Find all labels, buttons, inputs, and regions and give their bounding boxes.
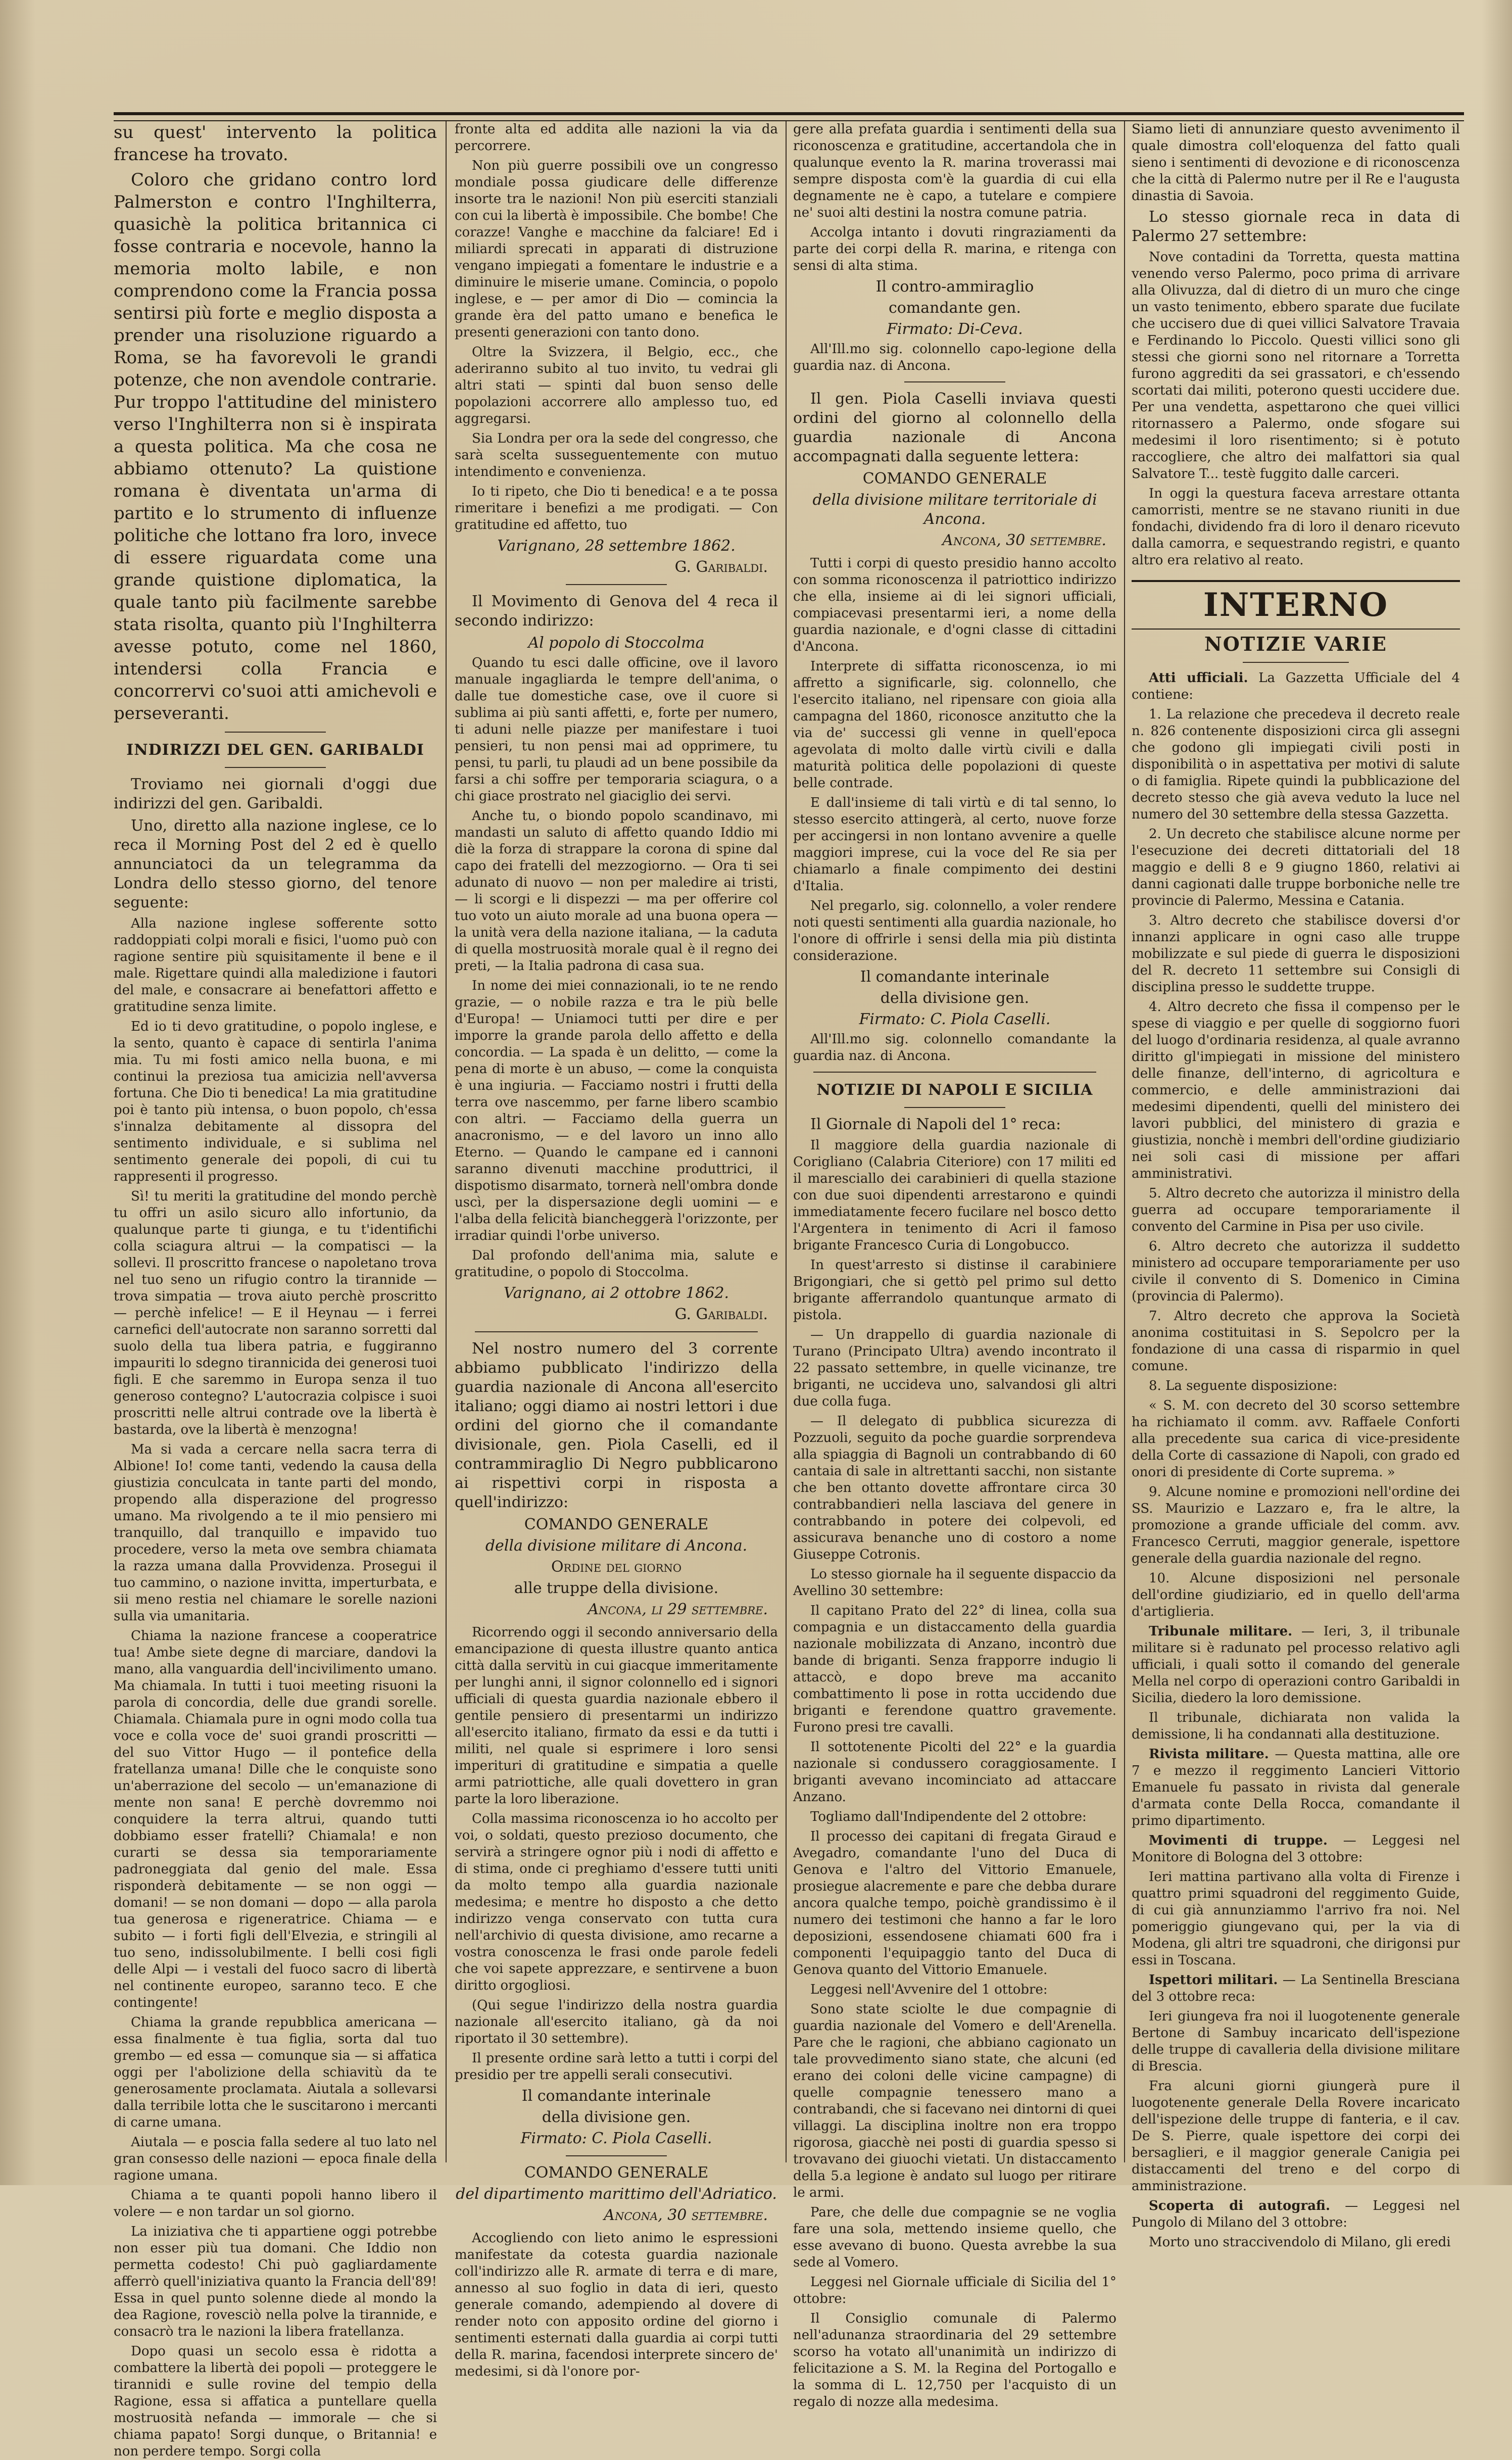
paragraph: Il maggiore della guardia nazionale di Corigliano (Calabria Citeriore) con 17 militi ed il maresciallo dei carabinieri di quella stazione con due suoi dipendenti arrestarono e quindi immediatamente fecero fucilare nel bosco detto l'Argentera in tenimento di Acri il famoso brigante Francesco Curia di Longobucco. — [793, 1138, 1116, 1253]
paragraph: La iniziativa che ti appartiene oggi potrebbe non esser più tua domani. Che Iddio non permetta codesto! Chi può gagliardamente afferrò quell'iniziativa quanto la Francia dell'89! Essa in quel punto solenne diede al mondo la dea Ragione, rovesciò nella polve la tirannide, e consacrò tra le nazioni la libera fratellanza. — [114, 2224, 437, 2339]
item-lead: Ispettori militari. — [1149, 1972, 1278, 1988]
page-edge-shadow-left — [0, 0, 35, 2185]
paragraph: Il Giornale di Napoli del 1° reca: — [810, 1116, 1061, 1133]
column-1 — [114, 121, 437, 2459]
paragraph: Non più guerre possibili ove un congresso mondiale possa giudicare delle differenze insorte tra le nazioni! Non più eserciti stanziali con cui la libertà è impossibile. Che bombe! Che corazze! Vanghe e macchine da falciare! Ed i miliardi sprecati in apparati di distruzione vengano impiegati a fomentare le industrie e a diminuire le miserie umane. Comincia, o popolo inglese, e — per amor di Dio — comincia la grande èra del patto umano e benefica le presenti generazioni con tanto dono. — [455, 158, 778, 340]
item-lead: Rivista militare. — [1149, 1747, 1269, 1762]
signature-line: Firmato: Di-Ceva. — [887, 320, 1023, 338]
paragraph: Coloro che gridano contro lord Palmerston e contro l'Inghilterra, quasichè la politica britannica ci fosse contraria e nocevole, hanno la memoria molto labile, e non comprendono come la Francia possa sentirsi più forte e meglio disposta a prender una risoluzione riguardo a Roma, se ha favorevoli le grandi potenze, che non avendole contrarie. Pur troppo l'attitudine del ministero verso l'Inghilterra non si è inspirata a questa politica. Ma che cosa ne abbiamo ottenuto? La quistione romana è diventata un'arma di partito e lo strumento di influenze politiche che lottano fra loro, invece di essere riguardata come una grande quistione diplomatica, la quale tanto più facilmente sarebbe stata risolta, quanto più l'Inghilterra avesse potuto, come nel 1860, intendersi colla Francia e concorrervi co'suoi atti amichevoli e perseveranti. — [114, 170, 437, 723]
paragraph: Quando tu esci dalle officine, ove il lavoro manuale ingagliarda le tempre dell'anima, o dalle tue domestiche case, ove il cuore si sublima ai più santi affetti, e, forte per numero, ti aduni nelle piazze per manifestare i tuoi pensieri, tu non pensi mai ad opprimere, tu pensi, tu parli, tu plaudi ad un bene possibile da farsi a chi soffre per temporaria sciagura, o a chi giace prostrato nel giaciglio dei servi. — [455, 655, 778, 804]
item-text: La Gazzetta Ufficiale del 4 contiene: — [1132, 670, 1460, 702]
signature-line: Il comandante interinale — [860, 968, 1050, 986]
paragraph: Togliamo dall'Indipendente del 2 ottobre: — [810, 1809, 1087, 1824]
paragraph: 5. Altro decreto che autorizza il ministro della guerra ad occupare temporariamente il convento del Carmine in Pisa per uso civile. — [1132, 1186, 1460, 1234]
paragraph: Accolga intanto i dovuti ringraziamenti da parte dei corpi della R. marina, e ritenga con sensi di alta stima. — [793, 225, 1116, 273]
section-heading: INDIRIZZI DEL GEN. GARIBALDI — [126, 741, 424, 759]
paragraph: Il gen. Piola Caselli inviava questi ordini del giorno al colonnello della guardia nazionale di Ancona accompagnati dalla seguente lettera: — [793, 390, 1116, 465]
signature: G. Garibaldi. — [674, 1306, 768, 1323]
paragraph: Ma si vada a cercare nella sacra terra di Albione! Io! come tanti, vedendo la causa della giustizia conculcata in tante parti del mondo, propendo alla disperazione del progresso umano. Ma rivolgendo a te il mio pensiero mi tranquillo, dal tranquillo e impavido tuo procedere, verso la meta ove sembra chiamata la razza umana dalla Provvidenza. Prosegui il tuo cammino, o nazione invitta, imperturbata, e sii meno restia nel chiamare le sorelle nazioni sulla via umanitaria. — [114, 1442, 437, 1624]
column-divider — [786, 121, 787, 2162]
separator — [225, 767, 326, 768]
paragraph: Ed io ti devo gratitudine, o popolo inglese, e la sento, quanto è capace di sentirla l'anima mia. Tu mi fosti amico nella buona, e mi continui la preziosa tua amicizia nell'avversa fortuna. Che Dio ti benedica! La mia gratitudine poi è tanto più intensa, o buon popolo, ch'essa s'innalza debitamente al dissopra del sentimento individuale, e si sublima nel sentimento generale dei popoli, di cui tu rappresenti il progresso. — [114, 1019, 437, 1184]
paragraph: Leggesi nell'Avvenire del 1 ottobre: — [810, 1982, 1048, 1997]
signature: G. Garibaldi. — [674, 558, 768, 576]
paragraph: Colla massima riconoscenza io ho accolto per voi, o soldati, questo prezioso documento, che servirà a stringere ognor più i nodi di affetto e di stima, onde ci preghiamo d'essere tutti uniti da molto tempo alla guardia nazionale medesima; e mentre ho disposto a che detto indirizzo venga conservato con tutta cura nell'archivio di questa divisione, amo recarne a vostra conoscenza le frasi onde parole fedeli che voi sapete apprezzare, e sentirvene a buon diritto orgogliosi. — [455, 1811, 778, 1993]
separator — [1243, 662, 1349, 663]
paragraph: Accogliendo con lieto animo le espressioni manifestate da cotesta guardia nazionale coll'indirizzo alle R. armate di terra e di mare, annesso al suo foglio in data di ieri, questo generale comando, adempiendo al dovere di render noto con apposito ordine del giorno i sentimenti esternati dalla guardia ai corpi tutti della R. marina, facendosi interprete sincero de' medesimi, si dà l'onore por- — [455, 2231, 778, 2379]
paragraph: 4. Altro decreto che fissa il compenso per le spese di viaggio e per quelle di soggiorno fuori del luogo d'ordinaria residenza, al quale avranno diritto gl'impiegati in missione del ministero delle finanze, dell'interno, di agricoltura e commercio, e delle amministrazioni dai medesimi dipendenti, quelli del ministero dei lavori pubblici, del ministero di grazia e giustizia, nonchè i membri dell'ordine giudiziario nei soli casi di missione per affari amministrativi. — [1132, 999, 1460, 1181]
signature-line: Firmato: C. Piola Caselli. — [520, 2130, 712, 2147]
column-3 — [793, 121, 1116, 2409]
paragraph: gere alla prefata guardia i sentimenti della sua riconoscenza e gratitudine, accertandola che in qualunque evento la R. marina troverassi mai sempre disposta com'è la guardia di cui ella degnamente ne è capo, a tutelare e compiere ne' suoi alti destini la nostra comune patria. — [793, 122, 1116, 220]
paragraph: Siamo lieti di annunziare questo avvenimento il quale dimostra coll'eloquenza del fatto quali sieno i sentimenti di devozione e di riconoscenza che la città di Palermo nutre per il Re e l'augusta dinastia di Savoia. — [1132, 122, 1460, 204]
separator — [904, 381, 1005, 382]
paragraph: — Il delegato di pubblica sicurezza di Pozzuoli, seguito da poche guardie sorprendeva alla spiaggia di Bagnoli un contrabbando di 60 cantaia di sale in altrettanti sacchi, non sistante che ben ottanto dovette affrontare circa 30 contrabbandieri nella lasciava del genere in contrabbando in potere dei colpevoli, ed assicurava benanche uno di costoro a nome Giuseppe Cotronis. — [793, 1414, 1116, 1562]
paragraph: Lo stesso giornale reca in data di Palermo 27 settembre: — [1132, 208, 1460, 245]
command-subheading: della divisione militare territoriale di Ancona. — [812, 491, 1097, 528]
paragraph: — Un drappello di guardia nazionale di Turano (Principato Ultra) avendo incontrato il 22 passato settembre, in quelle vicinanze, tre briganti, ne uccideva uno, salvandosi gli altri due colla fuga. — [793, 1327, 1116, 1409]
separator — [813, 1072, 1096, 1073]
order-heading: Ordine del giorno — [551, 1558, 682, 1576]
command-subheading: del dipartimento marittimo dell'Adriatico. — [456, 2185, 777, 2203]
paragraph: 1. La relazione che precedeva il decreto reale n. 826 contenente disposizioni circa gli assegni che godono gli impiegati civili posti in disponibilità o in aspettativa per motivi di salute o di famiglia. Ripete quindi la pubblicazione del decreto stesso che già aveva veduto la luce nel numero del 30 settembre della stessa Gazzetta. — [1132, 707, 1460, 822]
paragraph: 6. Altro decreto che autorizza il suddetto ministero ad occupare temporariamente per uso civile il convento di S. Domenico in Cimina (provincia di Palermo). — [1132, 1239, 1460, 1304]
dateline: Ancona, 30 settembre. — [604, 2206, 768, 2224]
item-text: — La Sentinella Bresciana del 3 ottobre reca: — [1132, 1972, 1460, 2004]
dateline: Ancona, li 29 settembre. — [588, 1601, 768, 1618]
paragraph: Sono state sciolte le due compagnie di guardia nazionale del Vomero e dell'Arenella. Pare che le ragioni, che abbiano cagionato un tale provvedimento siano state, che alcuni (ed erano dei coloni delle vicine campagne) di quelle compagnie tenessero mano a contrabandi, che si facevano nei dintorni di quei villaggi. La disciplina inoltre non era troppo rigorosa, giacchè nei posti di guardia spesso si trovavano dei giuochi vietati. Un distaccamento della 5.a legione è andato sul luogo per ritirare le armi. — [793, 2002, 1116, 2200]
signature-line: comandante gen. — [888, 299, 1021, 317]
page-edge-shadow-right — [1482, 0, 1512, 2185]
paragraph: Leggesi nel Giornale ufficiale di Sicilia del 1° ottobre: — [793, 2275, 1116, 2306]
paragraph: Nove contadini da Torretta, questa mattina venendo verso Palermo, poco prima di arrivare alla Olivuzza, dal di dietro di un muro che cinge un vasto tenimento, ebbero sparate due fucilate che uccisero due di quei villici Salvatore Travaia e Ferdinando lo Piccolo. Questi villici sono gli stessi che giorni sono nel ritornare a Torretta furono aggrediti da sei grassatori, e ch'essendo scortati dai militi, poterono questi uccidere due. Per una vendetta, aspettarono che quei villici ritornassero a Palermo, onde sfogare sui medesimi il loro risentimento; si è potuto raccogliere, che altro dei malfattori sia qual Salvatore T... testè fuggito dalle carceri. — [1132, 250, 1460, 481]
command-heading: COMANDO GENERALE — [524, 2164, 709, 2182]
paragraph: Io ti ripeto, che Dio ti benedica! e a te possa rimeritare i benefizi a me prodigati. — Con gratitudine ed affetto, tuo — [455, 484, 778, 533]
dateline: Varignano, 28 settembre 1862. — [497, 537, 736, 555]
paragraph: Aiutala — e poscia falla sedere al tuo lato nel gran consesso delle nazioni — epoca finale della ragione umana. — [114, 2135, 437, 2183]
paragraph: Il presente ordine sarà letto a tutti i corpi del presidio per tre appelli serali consecutivi. — [455, 2051, 778, 2083]
paragraph: Nel pregarlo, sig. colonnello, a voler rendere noti questi sentimenti alla guardia nazionale, ho l'onore di offrirle i sensi della mia più distinta considerazione. — [793, 898, 1116, 963]
paragraph: su quest' intervento la politica francese ha trovato. — [114, 122, 437, 165]
signature-line: Il contro-ammiraglio — [875, 278, 1034, 296]
paragraph: Interprete di siffatta riconoscenza, io mi affretto a significarle, sig. colonnello, che l'esercito italiano, nel ripensare con gioia alla campagna del 1860, riconosce anzitutto che la via de' successi gli venne in quell'epoca agevolata di molto dalle virtù civili e dalla maturità politica delle popolazioni di queste belle contrade. — [793, 659, 1116, 791]
signature-line: Il comandante interinale — [521, 2087, 711, 2105]
order-subheading: alle truppe della divisione. — [514, 1579, 719, 1597]
dateline: Ancona, 30 settembre. — [942, 532, 1106, 549]
paragraph: Chiama la nazione francese a cooperatrice tua! Ambe siete degne di marciare, dandovi la mano, alla vanguardia dell'incivilimento umano. Ma chiamala. In tutti i tuoi meeting risuoni la parola di concordia, delle due grandi sorelle. Chiamala. Chiamala pure in ogni modo colla tua voce e colla voce de' suoi grandi proscritti — del suo Vittor Hugo — il pontefice della fratellanza umana! Dille che le conquiste sono un'aberrazione del secolo — un'emanazione di mente non sana! E perchè dovremmo noi conquidere la terra altrui, quando tutti dobbiamo esser fratelli? Chiamala! e non curarti se dessa sia temporariamente padroneggiata dal genio del male. Essa risponderà debitamente — se non oggi — domani! — se non domani — dopo — alla parola tua generosa e rigeneratrice. Chiama — e subito — i forti figli dell'Elvezia, e stringili al tuo seno, indissolubilmente. I belli cosi figli delle Alpi — i vestali del fuoco sacro di libertà nel continente europeo, saranno teco. E che contingente! — [114, 1628, 437, 2010]
separator — [566, 584, 667, 585]
section-masthead: INTERNO — [1132, 580, 1460, 630]
section-heading: NOTIZIE DI NAPOLI E SICILIA — [816, 1081, 1093, 1099]
paragraph — [1132, 1623, 1460, 1707]
paragraph: Sì! tu meriti la gratitudine del mondo perchè tu offri un asilo sicuro allo infortunio, da qualunque parte ti giunga, e tu t'identifichi colla sciagura altrui — la compatisci — la sollevi. Il proscritto francese o napoletano trova nel tuo seno un rifugio contro la tirannide — trova simpatia — trova aiuto perchè proscritto — perchè infelice! — E il Heynau — i ferrei carnefici dell'autocrate non saranno sorretti dal suolo della tua libera patria, e fuggiranno impauriti lo sdegno tirannicida dei generosi tuoi figli. E che saremmo in Europa senza il tuo generoso contegno? L'autocrazia colpisce i suoi proscritti nelle altrui contrade ove la libertà è bastarda, ove la libertà è menzogna! — [114, 1189, 437, 1437]
paragraph: Alla nazione inglese sofferente sotto raddoppiati colpi morali e fisici, l'uomo può con ragione sentire più squisitamente il bene e il male. Rigettare quindi alla maledizione i fautori del male, e consacrare ai benefattori affetto e gratitudine senza limite. — [114, 916, 437, 1015]
top-rule — [114, 112, 1464, 121]
paragraph: Dopo quasi un secolo essa è ridotta a combattere la libertà dei popoli — proteggere le tirannidi e sulle rovine del tempio della Ragione, essa si affatica a puntellare quella mostruosità nefanda — immorale — che si chiama papato! Sorgi dunque, o Britannia! e non perdere tempo. Sorgi colla — [114, 2344, 437, 2459]
paragraph: Tutti i corpi di questo presidio hanno accolto con somma riconoscenza il patriottico indirizzo che ella, insieme ai di lei signori ufficiali, compiacevasi presentarmi ieri, a nome della guardia nazionale, e d'ogni classe di cittadini d'Ancona. — [793, 556, 1116, 654]
addressee: All'Ill.mo sig. colonnello capo-legione della guardia naz. di Ancona. — [793, 342, 1116, 373]
paragraph — [1132, 2198, 1460, 2231]
paragraph: 9. Alcune nomine e promozioni nell'ordine dei SS. Maurizio e Lazzaro e, fra le altre, la promozione a grande ufficiale del comm. avv. Francesco Cerruti, maggior generale, ispettore generale della guardia nazionale del regno. — [1132, 1484, 1460, 1566]
separator — [225, 732, 326, 733]
paragraph: 3. Altro decreto che stabilisce doversi d'or innanzi applicare in ogni caso alle truppe mobilizzate e sul piede di guerra le disposizioni del R. decreto 11 settembre sui Consigli di disciplina presso le suddette truppe. — [1132, 913, 1460, 995]
paragraph: Il tribunale, dichiarata non valida la demissione, li ha condannati alla destituzione. — [1132, 1710, 1460, 1742]
paragraph: Oltre la Svizzera, il Belgio, ecc., che aderiranno subito al tuo invito, tu vedrai gli altri stati — spinti dal buon senso delle popolazioni accorrere allo amplesso tuo, ed aggregarsi. — [455, 345, 778, 426]
paragraph: In nome dei miei connazionali, io te ne rendo grazie, — o nobile razza e tra le più belle d'Europa! — Uniamoci tutti per dire e per imporre la grande parola dello affetto e della concordia. — La spada è un delitto, — come la pena di morte è un abuso, — come la conquista è una ingiuria. — Facciamo nostri i frutti della terra ove nascemmo, per farne libero scambio con altri. — Facciamo della guerra un anacronismo, — e del lavoro un inno allo Eterno. — Quando le campane ed i cannoni saranno divenuti macchine produttrici, il dispotismo disarmato, tornerà nell'ombra donde uscì, per la dispersazione degli uomini — e l'alba della felicità biancheggerà l'orizzonte, per irradiar quindi l'orbe universo. — [455, 978, 778, 1243]
item-lead: Tribunale militare. — [1149, 1624, 1293, 1639]
paragraph: « S. M. con decreto del 30 scorso settembre ha richiamato il comm. avv. Raffaele Conforti alla precedente sua carica di vice-presidente della Corte di cassazione di Napoli, con grado ed onori di presidente di Corte suprema. » — [1132, 1398, 1460, 1480]
paragraph: Ieri giungeva fra noi il luogotenente generale Bertone di Sambuy incaricato dell'ispezione delle truppe di cavalleria della divisione militare di Brescia. — [1132, 2009, 1460, 2074]
signature-line: della divisione gen. — [542, 2108, 691, 2126]
section-subheading: NOTIZIE VARIE — [1204, 633, 1387, 655]
paragraph: Il Consiglio comunale di Palermo nell'adunanza straordinaria del 29 settembre scorso ha votato all'unanimità un indirizzo di felicitazione a S. M. la Regina del Portogallo e la somma di L. 12,750 per l'acquisto di un regalo di nozze alla medesima. — [793, 2311, 1116, 2409]
column-2 — [455, 121, 778, 2379]
column-divider — [1124, 121, 1125, 2162]
paragraph: 2. Un decreto che stabilisce alcune norme per l'esecuzione dei decreti dittatoriali del 18 maggio e delli 8 e 9 giugno 1860, relativi ai danni cagionati dalle truppe borboniche nelle tre provincie di Palermo, Messina e Catania. — [1132, 827, 1460, 908]
paragraph: E dall'insieme di tali virtù e di tal senno, lo stesso esercito attingerà, al certo, nuove forze per accingersi in non lontano avvenire a quelle maggiori imprese, cui la voce del Re sia per chiamarlo a finale compimento dei destini d'Italia. — [793, 795, 1116, 894]
separator — [904, 1107, 1005, 1108]
paragraph: Dal profondo dell'anima mia, salute e gratitudine, o popolo di Stoccolma. — [455, 1248, 778, 1280]
column-4 — [1132, 121, 1460, 2250]
paragraph: Fra alcuni giorni giungerà pure il luogotenente generale Della Rovere incaricato dell'ispezione delle truppe di fanteria, e il cav. De S. Pierre, quale ispettore dei corpi dei bersaglieri, e il maggior generale Canigia pei distaccamenti del treno e del corpo di amministrazione. — [1132, 2079, 1460, 2194]
paragraph: Uno, diretto alla nazione inglese, ce lo reca il Morning Post del 2 ed è quello annunciatoci da un telegramma da Londra dello stesso giorno, del tenore seguente: — [114, 817, 437, 911]
address-title: Al popolo di Stoccolma — [528, 634, 705, 652]
command-heading: COMANDO GENERALE — [524, 1516, 709, 1533]
item-text: — Leggesi nel Pungolo di Milano del 3 ottobre: — [1132, 2198, 1460, 2230]
paragraph: 8. La seguente disposizione: — [1149, 1378, 1338, 1393]
signature-line: della divisione gen. — [880, 989, 1030, 1007]
paragraph: fronte alta ed addita alle nazioni la via da percorrere. — [455, 122, 778, 154]
paragraph: Ieri mattina partivano alla volta di Firenze i quattro primi squadroni del reggimento Guide, di cui già annunziammo l'arrivo fra noi. Nel pomeriggio giungevano qui, per la via di Modena, gli altri tre squadroni, che dirigonsi pur essi in Toscana. — [1132, 1869, 1460, 1968]
paragraph: In oggi la questura faceva arrestare ottanta camorristi, mentre se ne stavano riuniti in due fondachi, dividendo fra di loro il denaro ricevuto dalla camorra, e sequestrando registri, e quanto altro era relativo al reato. — [1132, 486, 1460, 568]
item-text: — Ieri, 3, il tribunale militare si è radunato pel processo relativo agli ufficiali, i quali sotto il comando del generale Mella nel corpo di operazioni contro Garibaldi in Sicilia, diedero la loro demissione. — [1132, 1624, 1460, 1706]
paragraph: (Qui segue l'indirizzo della nostra guardia nazionale all'esercito italiano, gà da noi riportato il 30 settembre). — [455, 1998, 778, 2046]
addressee: All'Ill.mo sig. colonnello comandante la guardia naz. di Ancona. — [793, 1032, 1116, 1064]
paragraph: Troviamo nei giornali d'oggi due indirizzi del gen. Garibaldi. — [114, 776, 437, 812]
paragraph: Il Movimento di Genova del 4 reca il secondo indirizzo: — [455, 593, 778, 630]
column-divider — [446, 121, 447, 2162]
paragraph: Nel nostro numero del 3 corrente abbiamo pubblicato l'indirizzo della guardia nazionale di Ancona all'esercito italiano; oggi diamo ai nostri lettori i due ordini del giorno che il comandante divisionale, gen. Piola Caselli, ed il contrammiraglio Di Negro pubblicarono ai rispettivi corpi in risposta a quell'indirizzo: — [455, 1340, 778, 1511]
item-lead: Movimenti di truppe. — [1149, 1833, 1328, 1848]
paragraph: Chiama la grande repubblica americana — essa finalmente è tua figlia, sorta dal tuo grembo — ed essa — comunque sia — si affatica oggi per l'abolizione della schiavitù da te generosamente proclamata. Aiutala a sollevarsi dalla terribile lotta che le suscitarono i mercanti di carne umana. — [114, 2015, 437, 2130]
paragraph: Il processo dei capitani di fregata Giraud e Avegadro, comandante l'uno del Duca di Genova e l'altro del Vittorio Emanuele, prosiegue alacremente e pare che debba durare ancora qualche tempo, poichè grandissimo è il numero dei testimoni che hanno a far le loro deposizioni, essendosene chiamati 600 fra i componenti l'equipaggio tanto del Duca di Genova quanto del Vittorio Emanuele. — [793, 1829, 1116, 1977]
paragraph: Anche tu, o biondo popolo scandinavo, mi mandasti un saluto di affetto quando Iddio mi diè la forza di strappare la corona di spine dal capo dei fratelli del mezzogiorno. — Ora ti sei adunato di nuovo — non per maledire ai tristi, — li scorgi e li dispezzi — ma per offerire col tuo voto un aiuto morale ad una buona opera — la unità vera della nazione italiana, — la caduta di quella mostruosità morale qual è il regno dei preti, — la Italia padrona di casa sua. — [455, 808, 778, 974]
item-text: — Leggesi nel Monitore di Bologna del 3 ottobre: — [1132, 1833, 1460, 1865]
paragraph: 7. Altro decreto che approva la Società anonima costituitasi in S. Sepolcro per la fondazione di una cassa di risparmio in quel comune. — [1132, 1309, 1460, 1374]
paragraph: Lo stesso giornale ha il seguente dispaccio da Avellino 30 settembre: — [793, 1567, 1116, 1599]
paragraph: Sia Londra per ora la sede del congresso, che sarà scelta susseguentemente con mutuo intendimento e convenienza. — [455, 431, 778, 479]
paragraph: Chiama a te quanti popoli hanno libero il volere — e non tardar un sol giorno. — [114, 2188, 437, 2220]
paragraph: Ricorrendo oggi il secondo anniversario della emancipazione di questa illustre quanto antica città dalla servitù in cui giacque immeritamente per lunghi anni, il signor colonnello ed i signori ufficiali di questa guardia nazionale ebbero il gentile pensiero di presentarmi un indirizzo all'esercito italiano, firmato da essi e da tutti i militi, nel quale si esprimere i loro sensi imperituri di gratitudine e simpatia a quelle armi patriottiche, alle quali dovettero in gran parte la loro liberazione. — [455, 1625, 778, 1807]
separator — [475, 1331, 758, 1332]
item-lead: Atti ufficiali. — [1149, 670, 1248, 686]
signature-line: Firmato: C. Piola Caselli. — [859, 1010, 1051, 1028]
paragraph: 10. Alcune disposizioni nel personale dell'ordine giudiziario, ed in quello dell'arma d'artiglieria. — [1132, 1571, 1460, 1619]
separator — [566, 2155, 667, 2156]
paragraph: In quest'arresto si distinse il carabiniere Brigongiari, che si gettò pel primo sul detto brigante afferrandolo quantunque armato di pistola. — [793, 1258, 1116, 1323]
paragraph: Il capitano Prato del 22° di linea, colla sua compagnia e un distaccamento della guardia nazionale mobilizzata di Anzano, incontrò due bande di briganti. Senza frapporre indugio li attaccò, e dopo breve ma accanito combattimento li pose in rotta uccidendo due briganti e ferendone quattro gravemente. Furono presi tre cavalli. — [793, 1603, 1116, 1735]
command-heading: COMANDO GENERALE — [862, 470, 1047, 488]
paragraph — [1132, 1972, 1460, 2005]
command-subheading: della divisione militare di Ancona. — [485, 1537, 748, 1555]
paragraph — [1132, 1746, 1460, 1829]
item-lead: Scoperta di autografi. — [1149, 2198, 1331, 2213]
paragraph — [1132, 670, 1460, 703]
item-text: — Questa mattina, alle ore 7 e mezzo il reggimento Lancieri Vittorio Emanuele fu passato in rivista dal generale d'armata conte Della Rocca, comandante il primo dipartimento. — [1132, 1747, 1460, 1828]
dateline: Varignano, ai 2 ottobre 1862. — [503, 1284, 729, 1302]
paragraph: Morto uno straccivendolo di Milano, gli eredi — [1149, 2235, 1451, 2250]
paragraph: Pare, che delle due compagnie se ne voglia fare una sola, mettendo insieme quello, che esse avevano di buono. Questa avrebbe la sua sede al Vomero. — [793, 2205, 1116, 2270]
paragraph — [1132, 1832, 1460, 1866]
paragraph: Il sottotenente Picolti del 22° e la guardia nazionale si condussero coraggiosamente. I briganti avevano incominciato ad attaccare Anzano. — [793, 1740, 1116, 1805]
